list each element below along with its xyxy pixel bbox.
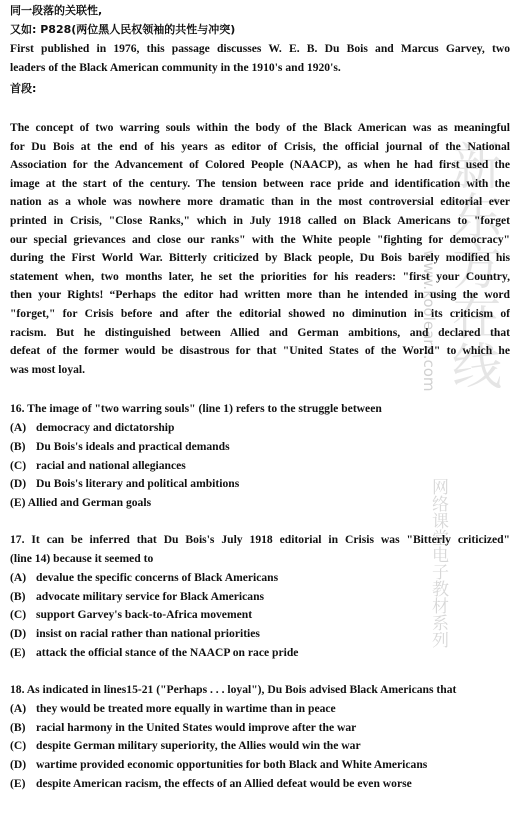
question-18-option-c[interactable]: [10, 737, 361, 755]
passage-row: racism. But he distinguished between Allied and German ambitions, and declared that: [10, 325, 510, 339]
option-label: (A): [10, 702, 27, 715]
question-17-option-a[interactable]: [10, 569, 278, 587]
option-text: they would be treated more equally in wartime than in peace: [36, 702, 336, 715]
passage-row: for Du Bois at the end of his years as editor of Crisis, the official journal of the National: [10, 139, 510, 153]
option-text: despite American racism, the effects of an Allied defeat would be even worse: [36, 777, 412, 790]
question-18-title: 18. As indicated in lines15-21 ("Perhaps . . . loyal"), Du Bois advised Black Americans that: [10, 683, 457, 696]
option-text: attack the official stance of the NAACP on race pride: [36, 646, 299, 659]
question-18-option-b[interactable]: [10, 719, 356, 737]
question-17-title-row: (line 14) because it seemed to: [10, 551, 154, 565]
option-text: Allied and German goals: [27, 496, 152, 509]
passage-row: nation as a whole was nowhere more dramatic than in the most controversial editorial ever: [10, 195, 510, 209]
option-text: insist on racial rather than national priorities: [36, 627, 260, 640]
option-label: (D): [10, 758, 27, 771]
option-label: (B): [10, 590, 26, 603]
option-label: (B): [10, 440, 26, 453]
option-label: (C): [10, 459, 27, 472]
question-17-title: [10, 531, 510, 568]
option-label: (C): [10, 608, 27, 621]
question-16-title: 16. The image of "two warring souls" (line 1) refers to the struggle between: [10, 402, 382, 415]
question-17-option-b[interactable]: [10, 588, 264, 606]
intro-row: leaders of the Black American community in the 1910's and 1920's.: [10, 60, 341, 74]
option-text: devalue the specific concerns of Black Americans: [36, 571, 279, 584]
passage-row: then your Rights! “Perhaps the editor had written more than he intended in using the word: [10, 288, 510, 302]
option-label: (A): [10, 421, 27, 434]
question-16-option-b[interactable]: [10, 438, 230, 456]
passage-row: our special grievances and close our ranks" with the White people "fighting for democracy": [10, 232, 510, 246]
passage-row: during the First World War. Bitterly criticized by Black people, Du Bois barely modified his: [10, 251, 510, 265]
watermark-url: www.koolearn.com: [420, 250, 438, 392]
question-18-option-e[interactable]: [10, 775, 412, 793]
option-text: Du Bois's ideals and practical demands: [36, 440, 230, 453]
option-text: racial and national allegiances: [36, 459, 186, 472]
watermark-big: 新东方在线: [444, 140, 502, 390]
passage-row: Association for the Advancement of Colored People (NAACP), as when he had first used the: [10, 158, 510, 172]
option-text: wartime provided economic opportunities for both Black and White Americans: [36, 758, 428, 771]
option-label: (D): [10, 627, 27, 640]
question-18-option-a[interactable]: [10, 700, 336, 718]
first-paragraph-label: 首段:: [10, 82, 37, 95]
header-line-2: 又如: P828(两位黑人民权领袖的共性与冲突): [10, 23, 236, 36]
option-text: despite German military superiority, the Allies would win the war: [36, 739, 361, 752]
question-17-option-c[interactable]: [10, 606, 252, 624]
option-label: (D): [10, 477, 27, 490]
question-16-option-e[interactable]: [10, 494, 151, 512]
passage-row: printed in Crisis, "Close Ranks," which in July 1918 called on Black Americans to "forget: [10, 213, 510, 227]
question-17-option-e[interactable]: [10, 644, 298, 662]
passage-row: defeat of the former would be disastrous for that "United States of the World" to which he: [10, 344, 510, 358]
question-18-option-d[interactable]: [10, 756, 427, 774]
question-16-option-a[interactable]: [10, 419, 174, 437]
intro-paragraph: [10, 40, 510, 77]
option-text: advocate military service for Black Americans: [36, 590, 265, 603]
option-text: racial harmony in the United States would improve after the war: [36, 721, 357, 734]
question-17-title-row: 17. It can be inferred that Du Bois's July 1918 editorial in Crisis was "Bitterly criticized": [10, 533, 510, 546]
watermark-series: 网络课堂电子教材系列: [428, 478, 448, 648]
passage-row: The concept of two warring souls within the body of the Black American was as meaningful: [10, 121, 510, 134]
option-label: (E): [10, 777, 26, 790]
question-16-option-d[interactable]: [10, 475, 239, 493]
passage-row: image at the start of the century. The tension between race pride and identification with the: [10, 176, 510, 190]
option-label: (B): [10, 721, 26, 734]
header-line-1: 同一段落的关联性,: [10, 4, 103, 17]
option-text: democracy and dictatorship: [36, 421, 175, 434]
intro-row: First published in 1976, this passage discusses W. E. B. Du Bois and Marcus Garvey, two: [10, 42, 510, 55]
passage-row: "forget," for Crisis before and after the editorial showed no diminution in its criticism of: [10, 306, 510, 320]
passage-row: was most loyal.: [10, 362, 86, 376]
option-text: support Garvey's back-to-Africa movement: [36, 608, 253, 621]
option-label: (C): [10, 739, 27, 752]
option-label: (E): [10, 646, 26, 659]
question-17-option-d[interactable]: [10, 625, 260, 643]
passage: [10, 119, 510, 379]
option-text: Du Bois's literary and political ambitions: [36, 477, 240, 490]
option-label: (A): [10, 571, 27, 584]
passage-row: statement when, two months later, he set the priorities for his readers: "first your Country,: [10, 269, 510, 283]
option-label: (E): [10, 496, 26, 509]
question-16-option-c[interactable]: [10, 457, 186, 475]
